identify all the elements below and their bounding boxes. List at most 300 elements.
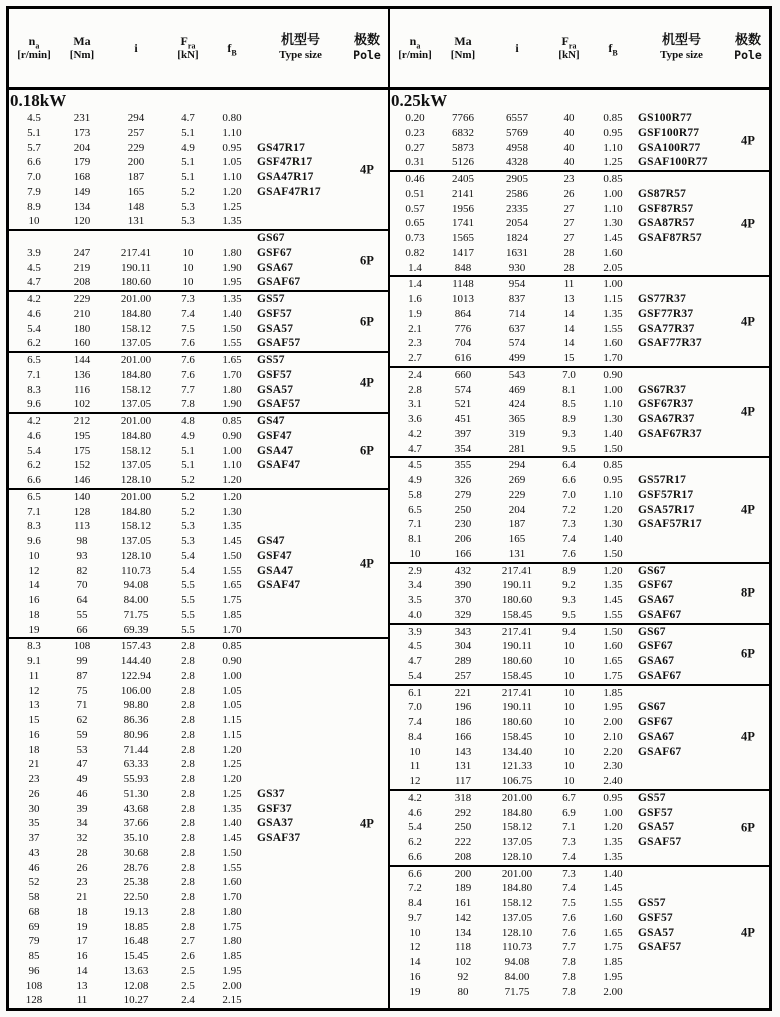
table-row <box>390 216 769 231</box>
header-fb-label: $f_B$ <box>608 41 618 58</box>
cell-i: 184.80 <box>120 505 152 518</box>
cell-ma: 660 <box>454 368 472 381</box>
cell-pole-spacer <box>727 442 769 457</box>
cell-type-size: GSAF47 <box>257 579 301 592</box>
cell-fra: 11 <box>563 278 575 291</box>
cell-ma: 7766 <box>452 112 474 124</box>
type-size-group <box>9 637 388 1008</box>
cell-pole-spacer <box>346 684 388 699</box>
cell-ma: 173 <box>73 126 91 139</box>
cell-i: 158.45 <box>501 730 533 743</box>
cell-na: 0.20 <box>405 112 425 124</box>
cell-type-size: GSAF67 <box>638 669 682 682</box>
cell-fra: 5.1 <box>181 459 195 472</box>
table-row <box>9 429 388 444</box>
cell-fra: 5.2 <box>181 185 195 198</box>
cell-fra: 2.5 <box>181 979 195 992</box>
cell-type-size <box>255 639 346 654</box>
cell-type-size: GS67 <box>638 564 666 577</box>
table-row <box>9 490 388 505</box>
cell-type-size: GSA47 <box>257 564 294 577</box>
table-row <box>9 275 388 290</box>
cell-type-size: GSAF57 <box>638 941 682 954</box>
cell-ma: 39 <box>76 802 88 815</box>
cell-na: 11 <box>28 669 40 682</box>
cell-na: 4.9 <box>408 474 422 486</box>
header-ma-unit: [Nm] <box>69 49 95 61</box>
cell-fb: 2.05 <box>603 261 623 274</box>
cell-fb: 1.90 <box>222 398 242 411</box>
table-row <box>390 730 769 745</box>
cell-fb: 1.55 <box>603 897 623 909</box>
cell-ma: 257 <box>454 669 472 682</box>
cell-na: 8.4 <box>408 730 422 743</box>
cell-type-size <box>255 905 346 920</box>
cell-i: 294 <box>508 459 526 472</box>
table-row <box>9 458 388 473</box>
table-row <box>9 473 388 488</box>
cell-type-size <box>636 547 727 562</box>
cell-pole-spacer <box>727 488 769 503</box>
cell-i: 184.80 <box>120 307 152 320</box>
cell-ma: 92 <box>457 970 469 983</box>
cell-fb: 0.95 <box>603 791 623 804</box>
cell-ma: 160 <box>73 337 91 350</box>
cell-i: 128.10 <box>120 474 152 486</box>
pole-badge: 6P <box>360 443 374 458</box>
table-row <box>390 412 769 427</box>
cell-fb: 1.65 <box>603 926 623 939</box>
cell-fra: 7.3 <box>562 518 576 531</box>
cell-i: 217.41 <box>501 625 533 638</box>
cell-pole-spacer <box>727 715 769 730</box>
cell-fra: 10 <box>563 716 575 728</box>
cell-na: 4.2 <box>27 415 41 427</box>
cell-i: 184.80 <box>501 882 533 895</box>
cell-fra: 2.8 <box>181 728 195 741</box>
cell-fra: 7.3 <box>562 867 576 880</box>
cell-fb: 2.15 <box>222 994 242 1007</box>
cell-na: 9.6 <box>27 398 41 411</box>
table-row <box>390 172 769 187</box>
cell-fb: 1.20 <box>603 564 623 577</box>
cell-fra: 40 <box>563 141 575 154</box>
cell-i: 137.05 <box>120 535 152 547</box>
cell-i: 84.00 <box>504 970 530 983</box>
cell-fb: 1.05 <box>222 156 242 169</box>
cell-type-size: GSA47 <box>257 444 294 457</box>
cell-i: 110.73 <box>121 564 151 577</box>
cell-type-size: GSAF67R37 <box>638 427 702 440</box>
cell-ma: 93 <box>76 549 88 562</box>
cell-pole-spacer <box>346 979 388 994</box>
section-025kw <box>388 9 769 1008</box>
cell-na: 5.8 <box>408 488 422 501</box>
header-na <box>390 9 440 87</box>
cell-i: 229 <box>127 141 145 154</box>
cell-fra: 7.4 <box>562 882 576 895</box>
header-fra-label: $F_{ra}$ <box>180 34 196 51</box>
cell-type-size: GS87R57 <box>638 187 687 200</box>
cell-type-size: GSA57 <box>257 383 294 396</box>
table-row <box>390 578 769 593</box>
cell-i: 365 <box>508 413 526 425</box>
cell-i: 6557 <box>506 112 528 124</box>
cell-fra: 6.4 <box>562 459 576 472</box>
cell-ma: 140 <box>73 490 91 503</box>
cell-na: 6.6 <box>408 850 422 863</box>
cell-fb: 1.30 <box>222 505 242 518</box>
cell-i: 1824 <box>506 232 528 244</box>
cell-na: 4.5 <box>408 459 422 472</box>
cell-i: 201.00 <box>120 293 152 305</box>
cell-ma: 5873 <box>452 141 474 154</box>
cell-pole-spacer <box>727 261 769 276</box>
cell-i: 71.44 <box>123 743 149 756</box>
header-i-label: i <box>134 41 138 55</box>
cell-type-size: GSA57 <box>257 322 294 335</box>
cell-fb: 1.75 <box>222 594 242 606</box>
cell-ma: 1417 <box>452 246 474 259</box>
cell-fra: 7.6 <box>181 337 195 350</box>
cell-ma: 2405 <box>452 173 474 185</box>
cell-pole-spacer <box>346 698 388 713</box>
cell-ma: 229 <box>73 293 91 305</box>
cell-i: 128.10 <box>120 549 152 562</box>
cell-na: 7.0 <box>27 171 41 183</box>
cell-ma: 144 <box>73 354 91 366</box>
table-row <box>390 202 769 217</box>
cell-fb: 1.40 <box>222 307 242 320</box>
cell-pole-spacer <box>346 802 388 817</box>
pole-badge: 6P <box>741 820 755 835</box>
cell-ma: 204 <box>73 141 91 154</box>
cell-fb: 1.60 <box>603 246 623 259</box>
cell-fra: 40 <box>563 156 575 169</box>
cell-i: 69.39 <box>123 623 149 636</box>
cell-fra: 9.2 <box>562 579 576 592</box>
table-row <box>9 505 388 520</box>
cell-pole-spacer <box>346 964 388 979</box>
cell-pole-spacer <box>727 292 769 307</box>
cell-ma: 142 <box>454 911 472 924</box>
cell-fra: 7.8 <box>562 985 576 998</box>
header-ma <box>59 9 105 87</box>
cell-i: 281 <box>508 442 526 455</box>
cell-pole-spacer <box>727 202 769 217</box>
cell-fb: 1.10 <box>222 126 242 139</box>
cell-ma: 175 <box>73 444 91 457</box>
cell-i: 28.76 <box>123 861 149 874</box>
cell-fra: 7.8 <box>181 398 195 411</box>
cell-type-size <box>255 964 346 979</box>
table-row <box>390 442 769 457</box>
cell-type-size <box>636 955 727 970</box>
header-pole-label: 极数 <box>734 33 761 48</box>
table-row <box>9 964 388 979</box>
cell-ma: 131 <box>454 760 472 773</box>
cell-fra: 9.3 <box>562 594 576 606</box>
table-row <box>390 517 769 532</box>
header-type <box>636 9 727 87</box>
cell-pole-spacer <box>346 608 388 623</box>
cell-fra: 10 <box>563 775 575 787</box>
cell-i: 187 <box>127 171 145 183</box>
cell-type-size: GSAF100R77 <box>638 156 708 169</box>
cell-fb: 1.70 <box>222 891 242 903</box>
cell-ma: 14 <box>76 964 88 977</box>
cell-fb: 0.80 <box>222 112 242 124</box>
cell-fra: 10 <box>182 261 194 274</box>
cell-fra: 5.5 <box>181 594 195 606</box>
cell-type-size: GSA57R17 <box>638 503 695 516</box>
cell-i: 190.11 <box>121 261 151 274</box>
cell-na: 6.5 <box>27 354 41 366</box>
cell-na: 10 <box>28 215 40 228</box>
table-row <box>9 549 388 564</box>
cell-fb: 1.00 <box>603 278 623 291</box>
cell-ma: 1741 <box>452 217 474 230</box>
table-row <box>390 246 769 261</box>
cell-na: 3.6 <box>408 413 422 425</box>
cell-fb: 1.60 <box>603 911 623 924</box>
cell-i: 10.27 <box>123 994 149 1007</box>
header-pole-unit: Pole <box>734 48 762 62</box>
cell-fra: 5.5 <box>181 579 195 592</box>
table-row <box>390 970 769 985</box>
cell-fra: 10 <box>563 730 575 743</box>
cell-ma: 75 <box>76 684 88 697</box>
cell-na: 6.1 <box>408 686 422 699</box>
cell-pole-spacer <box>346 231 388 246</box>
pole-badge: 4P <box>360 816 374 831</box>
cell-ma: 6832 <box>452 126 474 139</box>
cell-fra: 7.4 <box>181 307 195 320</box>
cell-fra: 2.8 <box>181 684 195 697</box>
cell-na: 9.7 <box>408 911 422 924</box>
cell-fra: 27 <box>563 232 575 244</box>
cell-type-size: GSA67 <box>638 594 675 606</box>
cell-na: 128 <box>25 994 43 1007</box>
table-row <box>390 155 769 170</box>
cell-i: 86.36 <box>123 714 149 726</box>
table-row <box>9 743 388 758</box>
cell-i: 12.08 <box>123 979 149 992</box>
cell-type-size <box>255 593 346 608</box>
cell-fra: 28 <box>563 261 575 274</box>
cell-type-size <box>636 867 727 882</box>
cell-type-size: GSF87R57 <box>638 202 694 215</box>
cell-i: 13.63 <box>123 964 149 977</box>
table-row <box>9 669 388 684</box>
table-row <box>390 397 769 412</box>
cell-fra: 7.8 <box>562 956 576 968</box>
cell-fra: 5.1 <box>181 156 195 169</box>
cell-fra: 4.7 <box>181 112 195 124</box>
cell-na: 0.23 <box>405 126 425 139</box>
cell-type-size: GSF67R37 <box>638 398 694 411</box>
cell-pole-spacer <box>346 639 388 654</box>
cell-type-size: GS67 <box>638 701 666 714</box>
cell-type-size <box>636 458 727 473</box>
cell-ma: 230 <box>454 518 472 531</box>
cell-fra: 2.7 <box>181 935 195 948</box>
cell-i: 80.96 <box>123 728 149 741</box>
cell-pole-spacer <box>346 292 388 307</box>
cell-fra: 4.9 <box>181 141 195 154</box>
cell-ma: 390 <box>454 579 472 592</box>
cell-ma: 19 <box>76 920 88 933</box>
cell-ma: 1565 <box>452 232 474 244</box>
header-na-unit: [r/min] <box>398 49 432 61</box>
cell-type-size <box>636 261 727 276</box>
cell-ma: 343 <box>454 625 472 638</box>
cell-ma: 87 <box>76 669 88 682</box>
cell-pole-spacer <box>727 791 769 806</box>
cell-na: 21 <box>28 758 40 771</box>
cell-type-size <box>636 172 727 187</box>
cell-ma: 80 <box>457 985 469 998</box>
cell-fb: 1.25 <box>222 200 242 213</box>
cell-ma: 99 <box>76 655 88 667</box>
table-row <box>9 200 388 215</box>
cell-type-size <box>255 519 346 534</box>
cell-pole-spacer <box>727 458 769 473</box>
cell-ma: 521 <box>454 398 472 411</box>
cell-na: 7.1 <box>27 505 41 518</box>
cell-i: 71.75 <box>504 985 530 998</box>
cell-i: 165 <box>508 533 526 545</box>
cell-i: 158.12 <box>120 520 152 533</box>
cell-na: 0.73 <box>405 232 425 244</box>
cell-fra: 5.5 <box>181 623 195 636</box>
cell-fb: 1.95 <box>222 964 242 977</box>
cell-ma: 206 <box>454 533 472 545</box>
cell-i: 22.50 <box>123 891 149 903</box>
cell-fb: 1.65 <box>603 655 623 667</box>
cell-type-size: GSF57 <box>257 307 292 320</box>
cell-pole-spacer <box>346 429 388 444</box>
table-row <box>390 593 769 608</box>
cell-ma: 98 <box>76 535 88 547</box>
header-na <box>9 9 59 87</box>
cell-fb: 1.35 <box>603 307 623 320</box>
cell-ma: 152 <box>73 459 91 472</box>
cell-na: 4.6 <box>408 806 422 819</box>
cell-type-size <box>636 351 727 366</box>
type-size-group <box>9 488 388 638</box>
type-size-group <box>9 229 388 290</box>
cell-na: 7.1 <box>27 368 41 381</box>
cell-pole-spacer <box>346 787 388 802</box>
cell-pole-spacer <box>346 414 388 429</box>
cell-ma: 221 <box>454 686 472 699</box>
cell-i: 16.48 <box>123 935 149 948</box>
cell-na: 0.46 <box>405 173 425 185</box>
cell-fb: 1.25 <box>603 156 623 169</box>
cell-pole-spacer <box>727 277 769 292</box>
type-size-group <box>390 623 769 684</box>
cell-na: 10 <box>409 547 421 560</box>
table-row <box>9 831 388 846</box>
cell-fra: 9.3 <box>562 427 576 440</box>
table-row <box>9 772 388 787</box>
cell-pole-spacer <box>727 172 769 187</box>
cell-i: 201.00 <box>120 354 152 366</box>
table-row <box>390 488 769 503</box>
cell-i: 131 <box>508 547 526 560</box>
table-row <box>390 473 769 488</box>
table-row <box>9 949 388 964</box>
cell-ma: 46 <box>76 787 88 800</box>
cell-type-size: GSF47 <box>257 549 292 562</box>
table-row <box>9 261 388 276</box>
cell-pole-spacer <box>346 831 388 846</box>
cell-fb: 1.80 <box>222 905 242 918</box>
cell-fb: 1.20 <box>222 185 242 198</box>
cell-ma: 2141 <box>452 187 474 200</box>
cell-type-size <box>255 111 346 126</box>
table-row <box>390 715 769 730</box>
cell-fra: 6.7 <box>562 791 576 804</box>
cell-ma: 161 <box>454 897 472 909</box>
cell-na: 18 <box>28 743 40 756</box>
header-type-unit: Type size <box>279 49 322 61</box>
cell-i: 137.05 <box>120 398 152 411</box>
cell-type-size <box>255 743 346 758</box>
cell-fb: 1.35 <box>603 850 623 863</box>
cell-fra: 7.4 <box>562 850 576 863</box>
cell-ma: 326 <box>454 474 472 486</box>
cell-ma: 62 <box>76 714 88 726</box>
cell-fra: 10 <box>563 760 575 773</box>
cell-fra: 14 <box>563 337 575 350</box>
cell-na: 4.6 <box>27 429 41 442</box>
cell-fb: 0.85 <box>603 112 623 124</box>
cell-pole-spacer <box>346 458 388 473</box>
cell-fb: 1.10 <box>222 171 242 183</box>
header-type-unit: Type size <box>660 49 703 61</box>
cell-ma: 49 <box>76 773 88 785</box>
cell-i: 469 <box>508 383 526 396</box>
cell-i: 71.75 <box>123 608 149 621</box>
cell-fb: 1.50 <box>222 846 242 859</box>
cell-ma: 102 <box>454 956 472 968</box>
cell-type-size <box>636 759 727 774</box>
cell-pole-spacer <box>346 490 388 505</box>
cell-type-size <box>255 654 346 669</box>
cell-fra: 5.1 <box>181 444 195 457</box>
table-row <box>9 126 388 141</box>
cell-fra: 40 <box>563 112 575 124</box>
cell-fra: 2.8 <box>181 832 195 844</box>
type-size-group <box>9 290 388 351</box>
table-row <box>390 867 769 882</box>
cell-pole-spacer <box>727 383 769 398</box>
cell-ma: 208 <box>454 850 472 863</box>
table-row <box>390 850 769 865</box>
table-row <box>9 875 388 890</box>
cell-pole-spacer <box>346 185 388 200</box>
cell-type-size <box>255 861 346 876</box>
cell-na: 4.5 <box>408 640 422 653</box>
type-size-group <box>390 562 769 623</box>
cell-ma: 16 <box>76 950 88 962</box>
table-row <box>9 534 388 549</box>
cell-fb: 2.20 <box>603 745 623 758</box>
pole-badge: 4P <box>741 133 755 147</box>
cell-fra: 5.3 <box>181 200 195 213</box>
